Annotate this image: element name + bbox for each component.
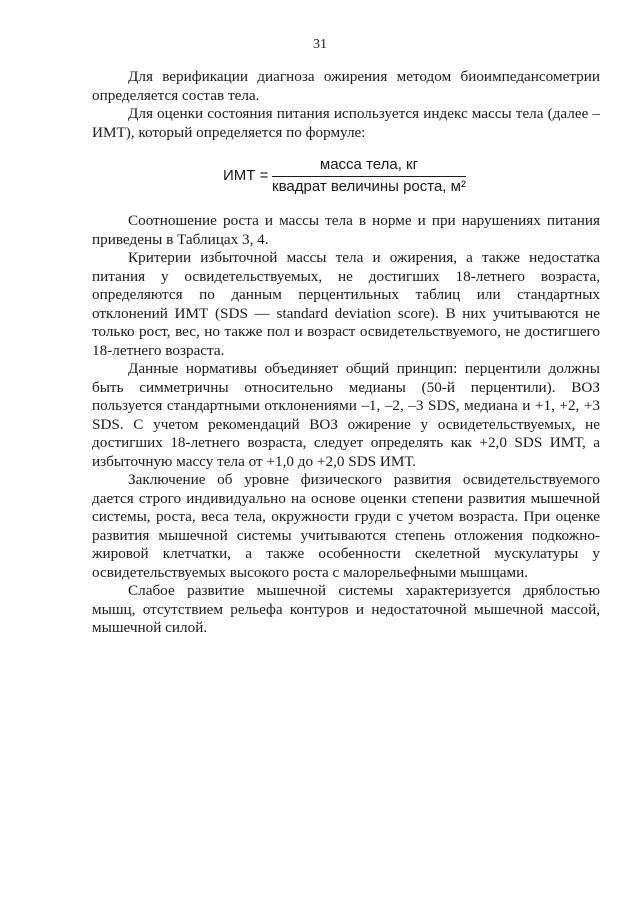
paragraph-criteria: Критерии избыточной массы тела и ожирения, а также недостатка питания у освидетельствуемых, не достигших 18-летнего возраста, определяются по данным перцентильных таблиц или стандартных отклонений ИМТ (SDS — standard deviation score). В них учитываются не только рост, вес, но также пол и возраст освидетельствуемого, не достигшего 18-летнего возраста. (92, 249, 600, 359)
paragraph-bmi-intro: Для оценки состояния питания используется индекс массы тела (далее – ИМТ), который определяется по формуле: (92, 105, 600, 141)
paragraph-conclusion: Заключение об уровне физического развития освидетельствуемого дается строго индивидуально на основе оценки степени развития мышечной системы, роста, веса тела, окружности груди с учетом возраста. При оценке развития мышечной системы учитываются степень отложения подкожно-жировой клетчатки, а также особенности скелетной мускулатуры у освидетельствуемых высокого роста с малорельефными мышцами. (92, 471, 600, 581)
document-body (92, 68, 600, 638)
formula-lhs: ИМТ = (223, 167, 269, 184)
page-number: 31 (313, 37, 327, 52)
paragraph-weak-muscles: Слабое развитие мышечной системы характеризуется дряблостью мышц, отсутствием рельефа контуров и недостаточной мышечной массой, мышечной силой. (92, 582, 600, 636)
bmi-formula (92, 142, 600, 212)
formula-denominator: квадрат величины роста, м² (272, 178, 466, 195)
formula-numerator: масса тела, кг (319, 156, 419, 173)
paragraph-bioimpedance: Для верификации диагноза ожирения методом биоимпедансометрии определяется состав тела. (92, 68, 600, 104)
paragraph-tables-ref: Соотношение роста и массы тела в норме и при нарушениях питания приведены в Таблицах 3, 4. (92, 212, 600, 248)
fraction-bar (272, 176, 466, 177)
paragraph-norms: Данные нормативы объединяет общий принцип: перцентили должны быть симметричны относительно медианы (50-й перцентили). ВОЗ пользуется стандартными отклонениями –1, –2, –3 SDS, медиана и +1, +2, +3 SDS. С учетом рекомендаций ВОЗ ожирение у освидетельствуемых, не достигших 18-летнего возраста, следует определять как +2,0 SDS ИМТ, а избыточную массу тела от +1,0 до +2,0 SDS ИМТ. (92, 360, 600, 470)
